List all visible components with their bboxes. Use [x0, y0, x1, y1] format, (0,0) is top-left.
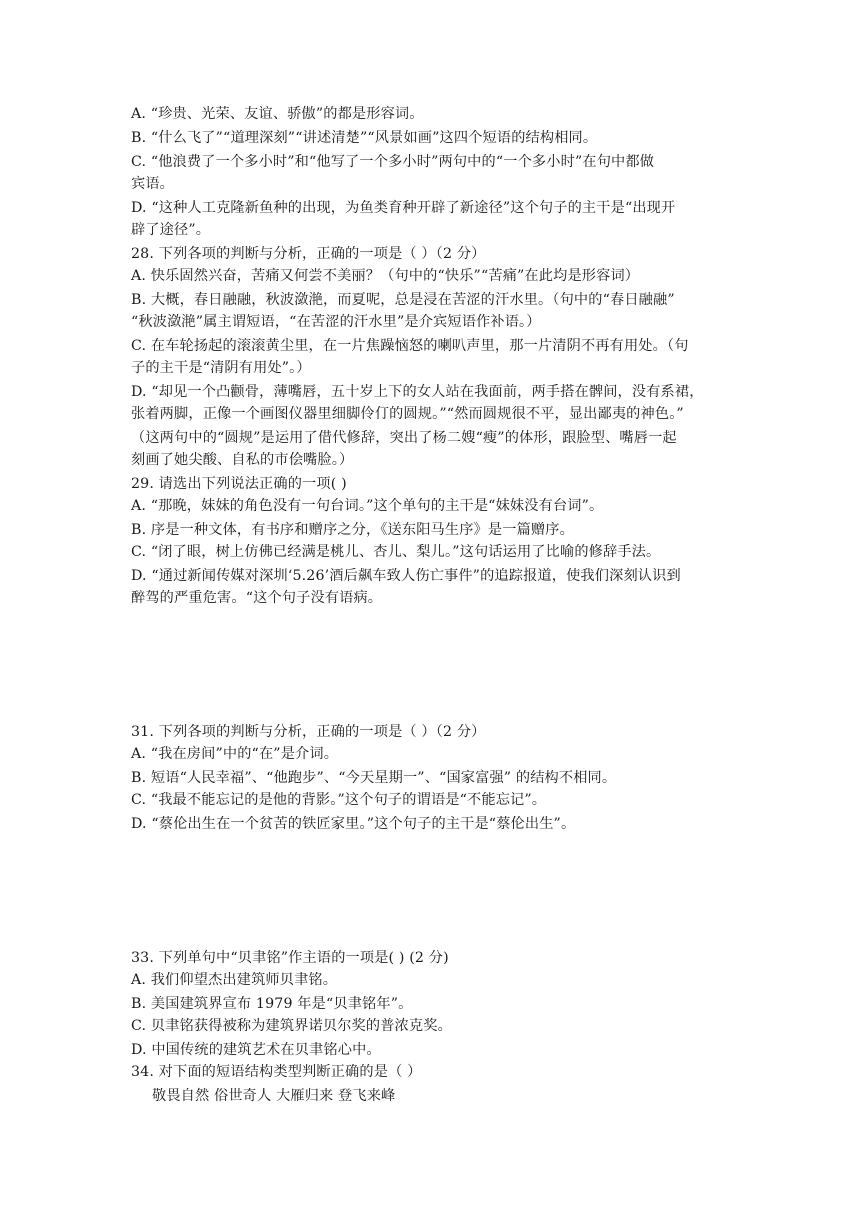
q29-option-c: C. “闭了眼，树上仿佛已经满是桃儿、杏儿、梨儿。”这句话运用了比喻的修辞手法。	[131, 544, 661, 560]
q33-option-b: B. 美国建筑界宣布 1979 年是“贝聿铭年”。	[131, 996, 413, 1012]
q27-option-c-line1: C. “他浪费了一个多小时”和“他写了一个多小时”两句中的“一个多小时”在句中都做	[131, 154, 655, 170]
q28-option-c-line1: C. 在车轮扬起的滚滚黄尘里，在一片焦躁恼怒的喇叭声里，那一片清阴不再有用处。（句	[131, 338, 689, 354]
q29-stem: 29. 请选出下列说法正确的一项( )	[131, 476, 347, 492]
q28-option-d-line2: 张着两脚，正像一个画图仪器里细脚伶仃的圆规。”“然而圆规很不平，显出鄙夷的神色。”	[131, 406, 684, 422]
q34-phrases: 敬畏自然 俗世奇人 大雁归来 登飞来峰	[152, 1088, 396, 1104]
q27-option-a: A. “珍贵、光荣、友谊、骄傲”的都是形容词。	[131, 106, 424, 122]
q33-option-a: A. 我们仰望杰出建筑师贝聿铭。	[131, 972, 338, 988]
q28-option-d-line3: （这两句中的“圆规”是运用了借代修辞，突出了杨二嫂“瘦”的体形，跟脸型、嘴唇一起	[131, 430, 677, 446]
q33-option-d: D. 中国传统的建筑艺术在贝聿铭心中。	[131, 1042, 381, 1058]
q28-option-c-line2: 子的主干是“清阴有用处”。）	[131, 360, 311, 376]
q29-option-b: B. 序是一种文体，有书序和赠序之分，《送东阳马生序》是一篇赠序。	[131, 522, 574, 538]
q31-option-b: B. 短语“人民幸福”、“他跑步”、“今天星期一”、“国家富强” 的结构不相同。	[131, 770, 617, 786]
q29-option-d-line2: 醉驾的严重危害。“这个句子没有语病。	[131, 590, 383, 606]
q28-option-b-line1: B. 大概，春日融融，秋波潋滟，而夏呢，总是浸在苦涩的汗水里。（句中的“春日融融”	[131, 292, 675, 308]
q28-option-b-line2: “秋波潋滟”属主谓短语，“在苦涩的汗水里”是介宾短语作补语。）	[131, 314, 541, 330]
q28-option-d-line1: D. “却见一个凸颧骨，薄嘴唇，五十岁上下的女人站在我面前，两手搭在髀间，没有系裙，	[131, 384, 704, 400]
q27-option-b: B. “什么飞了”“道理深刻”“讲述清楚”“风景如画”这四个短语的结构相同。	[131, 130, 598, 146]
q27-option-d-line1: D. “这种人工克隆新鱼种的出现，为鱼类育种开辟了新途径”这个句子的主干是“出现开	[131, 200, 676, 216]
q27-option-c-line2: 宾语。	[131, 176, 175, 192]
q28-stem: 28. 下列各项的判断与分析，正确的一项是（ ）（2 分）	[131, 246, 486, 262]
q31-option-a: A. “我在房间”中的“在”是介词。	[131, 746, 339, 762]
q28-option-a: A. 快乐固然兴奋，苦痛又何尝不美丽？（句中的“快乐”“苦痛”在此均是形容词）	[131, 268, 640, 284]
q28-option-d-line4: 刻画了她尖酸、自私的市侩嘴脸。）	[131, 452, 354, 468]
q27-option-d-line2: 辟了途径”。	[131, 222, 211, 238]
q33-option-c: C. 贝聿铭获得被称为建筑界诺贝尔奖的普浓克奖。	[131, 1018, 452, 1034]
q31-option-c: C. “我最不能忘记的是他的背影。”这个句子的谓语是“不能忘记”。	[131, 792, 547, 808]
q31-option-d: D. “蔡伦出生在一个贫苦的铁匠家里。”这个句子的主干是“蔡伦出生”。	[131, 816, 576, 832]
q31-stem: 31. 下列各项的判断与分析，正确的一项是（ ）（2 分）	[131, 724, 486, 740]
q34-stem: 34. 对下面的短语结构类型判断正确的是（ ）	[131, 1064, 422, 1080]
q29-option-a: A. “那晚，妹妹的角色没有一句台词。”这个单句的主干是“妹妹没有台词”。	[131, 498, 604, 514]
q29-option-d-line1: D. “通过新闻传媒对深圳‘5.26’酒后飙车致人伤亡事件”的追踪报道，使我们深刻认识到	[131, 568, 681, 584]
q33-stem: 33. 下列单句中“贝聿铭”作主语的一项是( ) (2 分)	[131, 950, 449, 966]
